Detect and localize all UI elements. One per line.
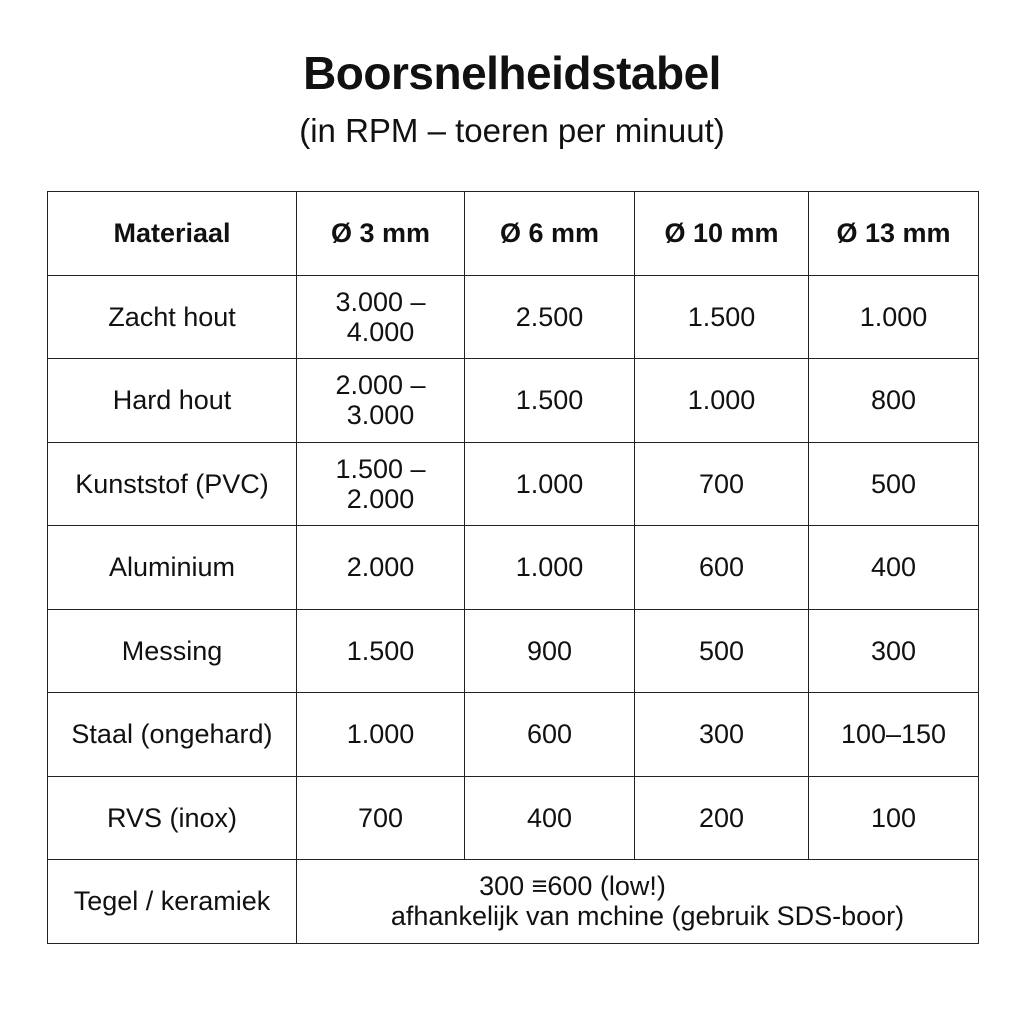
cell-rpm-d13: 100 (809, 776, 979, 860)
cell-rpm-d3: 2.000 – 3.000 (297, 359, 465, 443)
cell-rpm-d6: 1.500 (465, 359, 635, 443)
header-d3: Ø 3 mm (297, 192, 465, 276)
cell-rpm-d3: 2.000 (297, 526, 465, 610)
drill-speed-table (47, 191, 979, 944)
cell-rpm-d6: 400 (465, 776, 635, 860)
table-row (48, 442, 979, 526)
cell-rpm-d10: 300 (635, 693, 809, 777)
table-row (48, 275, 979, 359)
cell-rpm-d3: 700 (297, 776, 465, 860)
cell-rpm-d6: 600 (465, 693, 635, 777)
page-title: Boorsnelheidstabel (303, 47, 721, 99)
table-row-ceramic (48, 860, 979, 944)
cell-material: Messing (48, 609, 297, 693)
cell-material: RVS (inox) (48, 776, 297, 860)
cell-rpm-d10: 200 (635, 776, 809, 860)
table-row (48, 526, 979, 610)
ceramic-note-speed: 300 ≡600 (low!) (479, 871, 666, 902)
page-subtitle: (in RPM – toeren per minuut) (299, 112, 725, 149)
cell-material: Staal (ongehard) (48, 693, 297, 777)
cell-material: Hard hout (48, 359, 297, 443)
cell-rpm-d13: 500 (809, 442, 979, 526)
cell-rpm-d3: 1.500 – 2.000 (297, 442, 465, 526)
table-header-row (48, 192, 979, 276)
cell-rpm-d13: 100–150 (809, 693, 979, 777)
cell-rpm-d13: 300 (809, 609, 979, 693)
cell-rpm-d6: 1.000 (465, 526, 635, 610)
cell-rpm-d3: 1.500 (297, 609, 465, 693)
cell-rpm-d13: 800 (809, 359, 979, 443)
cell-rpm-d10: 1.000 (635, 359, 809, 443)
cell-rpm-d13: 1.000 (809, 275, 979, 359)
cell-rpm-d3: 3.000 – 4.000 (297, 275, 465, 359)
cell-rpm-d6: 900 (465, 609, 635, 693)
cell-rpm-d6: 2.500 (465, 275, 635, 359)
table-row (48, 609, 979, 693)
table-row (48, 776, 979, 860)
cell-rpm-d10: 1.500 (635, 275, 809, 359)
header-material: Materiaal (48, 192, 297, 276)
cell-rpm-d10: 500 (635, 609, 809, 693)
cell-rpm-d13: 400 (809, 526, 979, 610)
ceramic-note-machine: afhankelijk van mchine (gebruik SDS-boor) (390, 901, 905, 932)
cell-material: Kunststof (PVC) (48, 442, 297, 526)
cell-rpm-d10: 700 (635, 442, 809, 526)
cell-material: Zacht hout (48, 275, 297, 359)
cell-rpm-d3: 1.000 (297, 693, 465, 777)
table-body (48, 275, 979, 860)
cell-material: Aluminium (48, 526, 297, 610)
table-row (48, 693, 979, 777)
cell-material: Tegel / keramiek (48, 860, 297, 944)
header-d13: Ø 13 mm (809, 192, 979, 276)
header-d6: Ø 6 mm (465, 192, 635, 276)
cell-ceramic-note (297, 860, 979, 944)
table-row (48, 359, 979, 443)
header-d10: Ø 10 mm (635, 192, 809, 276)
cell-rpm-d10: 600 (635, 526, 809, 610)
cell-rpm-d6: 1.000 (465, 442, 635, 526)
